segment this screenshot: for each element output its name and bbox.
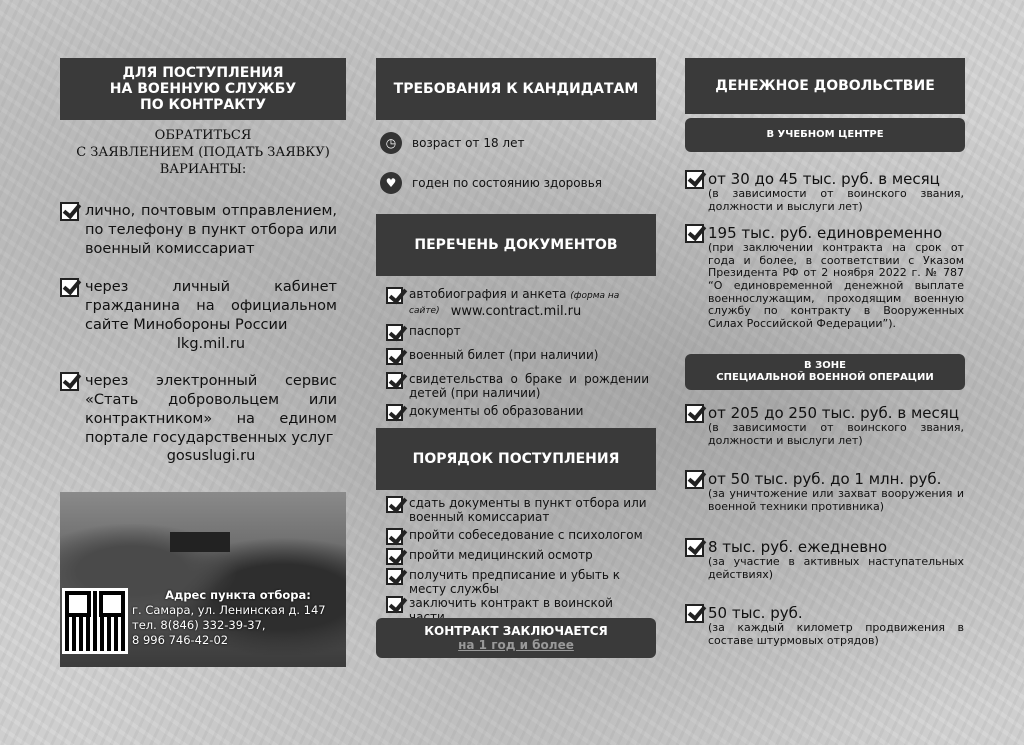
allowance-amount: от 50 тыс. руб. до 1 млн. руб.: [708, 470, 942, 488]
checkbox-icon: [685, 170, 704, 189]
checkbox-icon: [685, 470, 704, 489]
allowance-note: (за уничтожение или захват вооружения и военной техники противника): [708, 487, 964, 513]
svo-zone-text: В ЗОНЕ: [804, 360, 846, 371]
qr-code-icon: [62, 588, 128, 654]
contract-header-line: ДЛЯ ПОСТУПЛЕНИЯ: [122, 64, 284, 81]
allowance-note: (за каждый километр продвижения в составе штурмовых отрядов): [708, 621, 964, 647]
allowance-amount: 8 тыс. руб. ежедневно: [708, 538, 888, 556]
column-contract-info: [60, 0, 346, 745]
training-center-text: В УЧЕБНОМ ЦЕНТРЕ: [766, 129, 884, 140]
doc-text: документы об образовании: [409, 404, 584, 418]
doc-text: свидетельства о браке и рождении детей (при наличии): [409, 372, 649, 401]
step-text: получить предписание и убыть к месту службы: [409, 568, 621, 597]
doc-text: автобиография и анкета: [409, 287, 567, 301]
checkbox-icon: [386, 324, 403, 341]
doc-education: [386, 404, 649, 421]
option-link: gosuslugi.ru: [166, 448, 256, 465]
doc-text: военный билет (при наличии): [409, 348, 599, 362]
checkbox-icon: [386, 348, 403, 365]
allowance-training-monthly: [685, 170, 964, 213]
doc-text: паспорт: [409, 324, 461, 338]
contract-title: КОНТРАКТ ЗАКЛЮЧАЕТСЯ: [424, 623, 608, 638]
allowance-equipment-destroy: [685, 470, 964, 513]
address-line: г. Самара, ул. Ленинская д. 147: [132, 602, 326, 617]
address-title: Адрес пункта отбора:: [165, 588, 311, 602]
contract-term-banner: [376, 618, 656, 658]
recruitment-photo: [60, 492, 346, 667]
step-psychologist: [386, 528, 649, 545]
requirement-age: [380, 132, 524, 154]
allowance-note: (в зависимости от воинского звания, должности и выслуги лет): [708, 187, 964, 213]
contract-header-line: ПО КОНТРАКТУ: [140, 97, 266, 114]
contract-header-line: НА ВОЕННУЮ СЛУЖБУ: [109, 80, 297, 97]
requirement-health: [380, 172, 602, 194]
option-text: лично, почтовым отправлением, по телефону в пункт отбора или военный комиссариат: [85, 203, 337, 257]
allowance-daily-combat: [685, 538, 964, 581]
column-requirements: [376, 0, 656, 745]
step-submit-documents: [386, 496, 649, 525]
checkbox-icon: [60, 278, 79, 297]
allowance-per-kilometer: [685, 604, 964, 647]
checkbox-icon: [386, 287, 403, 304]
allowance-note: (в зависимости от воинского звания, должности и выслуги лет): [708, 421, 964, 447]
contract-header: [60, 58, 346, 120]
apply-instructions: [60, 128, 346, 179]
contract-term: на 1 год и более: [458, 638, 574, 652]
option-online-cabinet: [60, 278, 337, 353]
clock-icon: ◷: [380, 132, 402, 154]
allowance-note: (при заключении контракта на срок от года и более, в соответствии с Указом Президента РФ от 2 ноября 2022 г. № 787 “О единовременной денежной выплате военнослужащим, проходящим военную службу по контракту в Вооруженных Силах Российской Федерации”).: [708, 241, 964, 330]
allowance-zone-monthly: [685, 404, 964, 447]
checkbox-icon: [386, 496, 403, 513]
recruitment-address: [132, 588, 344, 648]
doc-note: (форма на сайте): [409, 291, 620, 316]
doc-passport: [386, 324, 649, 341]
checkbox-icon: [386, 528, 403, 545]
doc-military-id: [386, 348, 649, 365]
doc-certificates: [386, 372, 649, 401]
photo-desk: [170, 532, 230, 552]
apply-line: ОБРАТИТЬСЯ: [154, 128, 252, 143]
allowance-one-time: [685, 224, 964, 330]
apply-line: С ЗАЯВЛЕНИЕМ (ПОДАТЬ ЗАЯВКУ): [76, 144, 330, 160]
allowance-header: [685, 58, 965, 114]
requirements-header-text: ТРЕБОВАНИЯ К КАНДИДАТАМ: [393, 80, 639, 97]
option-text: через электронный сервис «Стать добровольцем или контрактником» на едином портале государственных услуг: [85, 373, 337, 446]
step-text: пройти медицинский осмотр: [409, 548, 593, 562]
documents-header-text: ПЕРЕЧЕНЬ ДОКУМЕНТОВ: [414, 236, 618, 253]
option-gosuslugi: [60, 372, 337, 466]
checkbox-icon: [386, 404, 403, 421]
checkbox-icon: [386, 568, 403, 585]
requirement-text: возраст от 18 лет: [412, 136, 525, 150]
step-text: заключить контракт в воинской: [409, 596, 613, 610]
step-assignment: [386, 568, 649, 597]
apply-line: ВАРИАНТЫ:: [159, 161, 247, 177]
allowance-amount: от 205 до 250 тыс. руб. в месяц: [708, 404, 959, 422]
requirements-header: [376, 58, 656, 120]
column-allowance: [685, 0, 965, 745]
heart-icon: ♥: [380, 172, 402, 194]
option-in-person: [60, 202, 337, 259]
svo-zone-label: [685, 354, 965, 390]
step-text: сдать документы в пункт отбора или военный комиссариат: [409, 496, 647, 525]
checkbox-icon: [386, 596, 403, 613]
svo-zone-text: СПЕЦИАЛЬНОЙ ВОЕННОЙ ОПЕРАЦИИ: [716, 372, 934, 383]
allowance-amount: 50 тыс. руб.: [708, 604, 803, 622]
training-center-label: [685, 118, 965, 152]
allowance-amount: от 30 до 45 тыс. руб. в месяц: [708, 170, 940, 188]
step-text: пройти собеседование с психологом: [409, 528, 643, 542]
checkbox-icon: [685, 224, 704, 243]
order-header: [376, 428, 656, 490]
contract-site-link: www.contract.mil.ru: [450, 304, 582, 319]
checkbox-icon: [386, 548, 403, 565]
order-header-text: ПОРЯДОК ПОСТУПЛЕНИЯ: [412, 450, 620, 467]
checkbox-icon: [685, 404, 704, 423]
allowance-amount: 195 тыс. руб. единовременно: [708, 224, 943, 242]
documents-header: [376, 214, 656, 276]
step-medical: [386, 548, 649, 565]
option-link: lkg.mil.ru: [176, 335, 246, 352]
checkbox-icon: [386, 372, 403, 389]
checkbox-icon: [685, 604, 704, 623]
address-phone: тел. 8(846) 332-39-37,: [132, 617, 266, 632]
allowance-note: (за участие в активных наступательных действиях): [708, 555, 964, 581]
address-phone: 8 996 746-42-02: [132, 632, 229, 647]
checkbox-icon: [685, 538, 704, 557]
checkbox-icon: [60, 202, 79, 221]
allowance-header-text: ДЕНЕЖНОЕ ДОВОЛЬСТВИЕ: [715, 77, 935, 94]
requirement-text: годен по состоянию здоровья: [412, 176, 602, 190]
checkbox-icon: [60, 372, 79, 391]
option-text: через личный кабинет гражданина на официальном сайте Минобороны России: [85, 279, 337, 333]
